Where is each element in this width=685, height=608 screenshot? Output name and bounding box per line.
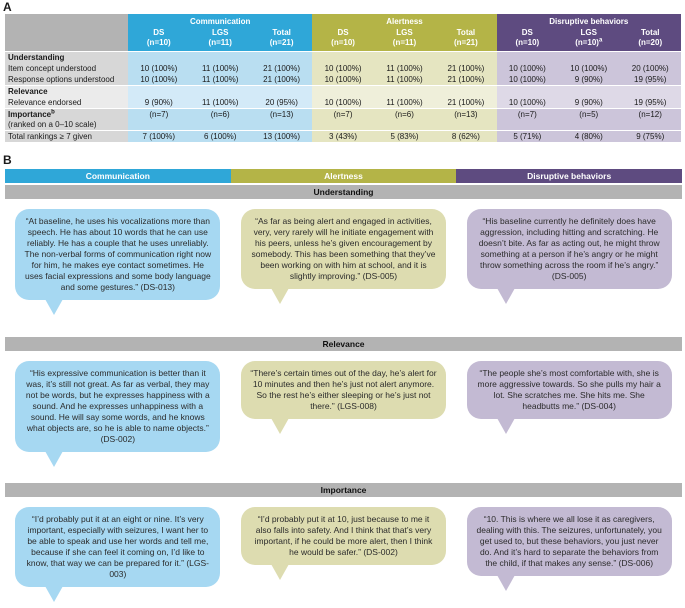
table-cell: 21 (100%): [435, 97, 496, 109]
col-header: LGS (n=11): [374, 28, 435, 52]
table-cell: [374, 86, 435, 98]
table-cell: 20 (100%): [619, 63, 681, 74]
table-cell: (n=13): [435, 109, 496, 131]
section-band-relevance: Relevance: [5, 337, 682, 351]
table-cell: 4 (80%): [558, 131, 619, 143]
table-row: [5, 63, 681, 74]
table-cell: 3 (43%): [312, 131, 373, 143]
table-row: [5, 74, 681, 86]
table-cell: 11 (100%): [190, 74, 251, 86]
table-cell: 10 (100%): [312, 97, 373, 109]
table-cell: [619, 52, 681, 64]
quote-text: “10. This is where we all lose it as caregivers, dealing with this. The seizures, unfortunately, you get used to, but these behaviors, you just never do. And it’s hard to separate the behaviors from the child, if that makes any sense.” (DS-006): [476, 514, 662, 568]
group-header-disruptive: Disruptive behaviors: [497, 14, 681, 28]
row-label: Understanding: [5, 52, 128, 64]
row-label: Total rankings ≥ 7 given: [5, 131, 128, 143]
col-header: DS (n=10): [312, 28, 373, 52]
table-cell: [251, 52, 312, 64]
table-cell: 10 (100%): [128, 63, 189, 74]
domain-header-bars: [5, 169, 682, 183]
table-cell: 10 (100%): [312, 63, 373, 74]
table-cell: (n=6): [374, 109, 435, 131]
table-cell: [497, 86, 558, 98]
group-header-alertness: Alertness: [312, 14, 496, 28]
quote-row-importance: [5, 497, 682, 604]
table-cell: [251, 86, 312, 98]
table-body: [5, 52, 681, 143]
table-cell: 7 (100%): [128, 131, 189, 143]
row-label: Response options understood: [5, 74, 128, 86]
table-row: [5, 109, 681, 131]
table-cell: 13 (100%): [251, 131, 312, 143]
table-cell: [128, 52, 189, 64]
domain-bar-disruptive: Disruptive behaviors: [456, 169, 682, 183]
row-label: Relevance endorsed: [5, 97, 128, 109]
table-cell: 11 (100%): [190, 97, 251, 109]
quote-text: “At baseline, he uses his vocalizations more than speech. He has about 10 words that he can use reliably. He has a couple that he uses unreliably. The non-verbal forms of communication right now for him, he makes eye contact sometimes. He uses facial expressions and some body language and some gestures.” (DS-013): [24, 216, 212, 292]
table-cell: [312, 86, 373, 98]
table-cell: (n=6): [190, 109, 251, 131]
table-cell: 11 (100%): [190, 63, 251, 74]
table-cell: 5 (71%): [497, 131, 558, 143]
table-cell: 6 (100%): [190, 131, 251, 143]
panel-a-label: A: [3, 0, 12, 14]
col-header: Total (n=21): [435, 28, 496, 52]
table-cell: 21 (100%): [251, 74, 312, 86]
table-cell: (n=7): [497, 109, 558, 131]
quote-text: “I’d probably put it at an eight or nine. It’s very important, especially with seizures, I want her to be able to speak and use her words and tell me, because if she can feel it coming on, I’d like to know, that way we can be prepared for it.” (LGS-003): [26, 514, 210, 579]
quote-bubble: [241, 361, 446, 419]
table-cell: 21 (100%): [435, 74, 496, 86]
table-cell: 10 (100%): [497, 97, 558, 109]
table-cell: [619, 86, 681, 98]
table-cell: [497, 52, 558, 64]
section-band-understanding: Understanding: [5, 185, 682, 199]
domain-bar-alertness: Alertness: [231, 169, 457, 183]
table-cell: [190, 86, 251, 98]
results-table: [5, 14, 681, 142]
col-header: DS (n=10): [128, 28, 189, 52]
table-cell: 19 (95%): [619, 97, 681, 109]
figure: [0, 1, 685, 604]
domain-bar-communication: Communication: [5, 169, 231, 183]
quote-text: “The people she’s most comfortable with, she is more aggressive towards. So she pulls my hair a lot. She scratches me. She hits me. She headbutts me.” (DS-004): [477, 368, 661, 411]
table-cell: 10 (100%): [312, 74, 373, 86]
table-cell: [558, 86, 619, 98]
table-row: [5, 97, 681, 109]
panel-b: [5, 169, 682, 604]
quote-text: “His expressive communication is better than it was, it’s still not great. As far as verbal, they may not be words, but he expresses happiness with a sound. And he expresses unhappiness with a sound. He will say some words, and he knows what objects are, so he is able to name objects.” (DS-002): [25, 368, 210, 444]
row-label: Item concept understood: [5, 63, 128, 74]
table-cell: (n=5): [558, 109, 619, 131]
table-cell: 9 (75%): [619, 131, 681, 143]
row-label: Relevance: [5, 86, 128, 98]
table-cell: 9 (90%): [558, 97, 619, 109]
quote-text: “I’d probably put it at 10, just because to me it also falls into safety. And I think that that’s very important, if he could be more alert, then I think he would be safer.” (DS-002): [254, 514, 433, 557]
table-cell: 5 (83%): [374, 131, 435, 143]
table-cell: 10 (100%): [497, 74, 558, 86]
table-cell: [558, 52, 619, 64]
table-cell: 9 (90%): [128, 97, 189, 109]
table-cell: 10 (100%): [558, 63, 619, 74]
quote-row-relevance: [5, 351, 682, 481]
table-cell: 11 (100%): [374, 63, 435, 74]
quote-bubble: [241, 507, 446, 565]
table-corner-cell: [5, 14, 128, 52]
table-cell: [435, 86, 496, 98]
quote-bubble: [15, 361, 220, 452]
table-cell: [128, 86, 189, 98]
table-cell: 21 (100%): [251, 63, 312, 74]
col-header: LGS (n=10)$^a$: [558, 28, 619, 52]
quote-bubble: [467, 209, 672, 289]
table-cell: 9 (90%): [558, 74, 619, 86]
table-cell: 8 (62%): [435, 131, 496, 143]
col-header: LGS (n=11): [190, 28, 251, 52]
table-cell: [374, 52, 435, 64]
quote-text: “There’s certain times out of the day, he’s alert for 10 minutes and then he’s just not alert anymore. So the rest he’s either sleeping or he’s just not there.” (LGS-008): [250, 368, 437, 411]
quote-bubble: [467, 507, 672, 576]
table-cell: [435, 52, 496, 64]
table-row: [5, 131, 681, 143]
quote-bubble: [15, 209, 220, 300]
table-cell: (n=12): [619, 109, 681, 131]
table-cell: (n=13): [251, 109, 312, 131]
col-header: Total (n=20): [619, 28, 681, 52]
table-group-header-row: [5, 14, 681, 28]
row-label: Importance$^b$ (ranked on a 0–10 scale): [5, 109, 128, 131]
table-cell: 11 (100%): [374, 74, 435, 86]
col-header: Total (n=21): [251, 28, 312, 52]
table-cell: 10 (100%): [128, 74, 189, 86]
table-row: [5, 52, 681, 64]
table-cell: [312, 52, 373, 64]
quote-bubble: [467, 361, 672, 419]
section-band-importance: Importance: [5, 483, 682, 497]
panel-b-label: B: [3, 153, 12, 167]
quote-text: “His baseline currently he definitely does have aggression, including hitting and scratching. He doesn’t bite. As far as acting out, he might throw something at a person if he’s angry or he might throw something across the room if he’s angry.” (DS-005): [478, 216, 660, 281]
quote-text: “As far as being alert and engaged in activities, very, very rarely will he initiate engagement with his peers, unless he’s given encouragement by somebody. This has been something that they’ve been working on with him at school, and it is slightly improving.” (DS-005): [251, 216, 436, 281]
group-header-communication: Communication: [128, 14, 312, 28]
quote-bubble: [241, 209, 446, 289]
table-cell: 19 (95%): [619, 74, 681, 86]
col-header: DS (n=10): [497, 28, 558, 52]
table-cell: (n=7): [128, 109, 189, 131]
table-cell: (n=7): [312, 109, 373, 131]
table-cell: 20 (95%): [251, 97, 312, 109]
table-cell: 11 (100%): [374, 97, 435, 109]
table-row: [5, 86, 681, 98]
table-cell: 21 (100%): [435, 63, 496, 74]
table-cell: 10 (100%): [497, 63, 558, 74]
quote-bubble: [15, 507, 220, 587]
quote-row-understanding: [5, 199, 682, 335]
table-cell: [190, 52, 251, 64]
